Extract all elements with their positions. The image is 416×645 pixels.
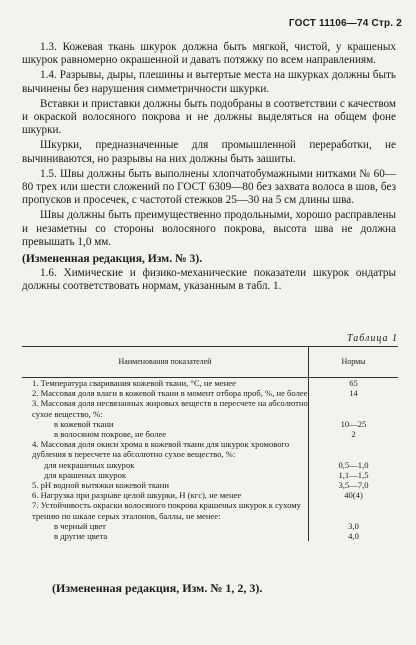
table-row xyxy=(22,490,398,500)
table-row xyxy=(22,439,398,459)
paragraph-1-6: 1.6. Химические и физико-механические показатели шкурок ондатры должны соответствовать нормам, указанным в табл. 1. xyxy=(22,267,396,293)
table-row xyxy=(22,419,398,429)
table-row xyxy=(22,500,398,520)
indicator-norm: 0,5—1,0 xyxy=(338,459,369,470)
paragraph-industrial: Шкурки, предназначенные для промышленной переработки, не вычиниваются, но разрывы на них должны быть зашиты. xyxy=(22,139,396,165)
indicator-name: для некрашеных шкурок xyxy=(22,460,309,470)
paragraph-seams: Швы должны быть преимущественно продольными, хорошо расправлены и незаметны со стороны волосяного покрова, высота шва не должна превышать 1,0 мм. xyxy=(22,209,396,248)
indicator-name: для крашеных шкурок xyxy=(22,470,309,480)
indicator-norm: 1,1—1,5 xyxy=(338,469,369,480)
indicator-norm: 65 xyxy=(349,378,358,388)
indicator-name: 4. Массовая доля окиси хрома в кожевой ткани для шкурок хромового дубления в пересчете на абсолютно сухое вещество, %: xyxy=(22,439,309,459)
indicator-name: 2. Массовая доля влаги в кожевой ткани в момент отбора проб, %, не более xyxy=(22,388,309,398)
table-row xyxy=(22,480,398,490)
indicator-name: 7. Устойчивость окраски волосяного покрова крашеных шкурок к сухому трению по шкале серых эталонов, баллы, не менее: xyxy=(22,500,309,520)
column-header-norms: Нормы xyxy=(309,347,399,378)
indicator-name: 5. pH водной вытяжки кожевой ткани xyxy=(22,480,309,490)
indicator-name: 1. Температура сваривания кожевой ткани, °С, не менее xyxy=(22,378,309,389)
indicator-norm xyxy=(309,398,399,418)
indicator-name: в другие цвета xyxy=(22,531,309,541)
indicator-name: в черный цвет xyxy=(22,521,309,531)
indicator-norm xyxy=(309,439,399,459)
body-text xyxy=(22,41,396,296)
paragraph-inserts: Вставки и приставки должны быть подобраны в соответствии с качеством и окраской волосяного покрова и не должны выделяться на общем фоне шкурки. xyxy=(22,97,396,137)
table-label: Таблица 1 xyxy=(347,333,398,344)
edition-note-2: (Измененная редакция, Изм. № 1, 2, 3). xyxy=(52,581,263,595)
table-row xyxy=(22,388,398,398)
indicator-norm: 14 xyxy=(349,388,358,399)
paragraph-1-4: 1.4. Разрывы, дыры, плешины и вытертые места на шкурках должны быть вычинены без нарушения симметричности шкурки. xyxy=(22,69,396,95)
table-row xyxy=(22,470,398,480)
edition-note-1: (Измененная редакция, Изм. № 3). xyxy=(22,252,203,266)
indicator-name: в кожевой ткани xyxy=(22,419,309,429)
indicator-norm: 10—25 xyxy=(340,418,367,429)
indicator-norm: 2 xyxy=(351,429,356,440)
indicator-name: 6. Нагрузка при разрыве целой шкурки, Н (кгс), не менее xyxy=(22,490,309,500)
indicator-norm xyxy=(309,500,399,520)
paragraph-1-3: 1.3. Кожевая ткань шкурок должна быть мягкой, чистой, у крашеных шкурок равномерно окрашенной и давать потяжку по всем направлениям. xyxy=(22,41,396,67)
indicator-norm: 3,0 xyxy=(348,520,359,531)
page-header: ГОСТ 11106—74 Стр. 2 xyxy=(288,18,402,29)
column-header-name: Наименования показателей xyxy=(22,347,309,378)
table-row xyxy=(22,378,398,389)
indicator-norm: 4,0 xyxy=(348,531,359,542)
table-row xyxy=(22,398,398,418)
indicator-name: 3. Массовая доля несвязанных жировых веществ в пересчете на абсолютно сухое вещество, %: xyxy=(22,398,309,418)
paragraph-1-5: 1.5. Швы должны быть выполнены хлопчатобумажными нитками № 60—80 трех или шести сложений по ГОСТ 6309—80 без захвата волоса в шов, без пропусков и просечек, с частотой стежков 25—30 на 5 см длины шва. xyxy=(22,167,396,207)
indicator-norm: 40(4) xyxy=(344,490,363,501)
table-row xyxy=(22,521,398,531)
table-row xyxy=(22,460,398,470)
indicators-table xyxy=(22,346,398,541)
indicator-name: в волосяном покрове, не более xyxy=(22,429,309,439)
indicator-norm: 3,5—7,0 xyxy=(338,480,369,491)
table-row xyxy=(22,429,398,439)
table-row xyxy=(22,531,398,541)
